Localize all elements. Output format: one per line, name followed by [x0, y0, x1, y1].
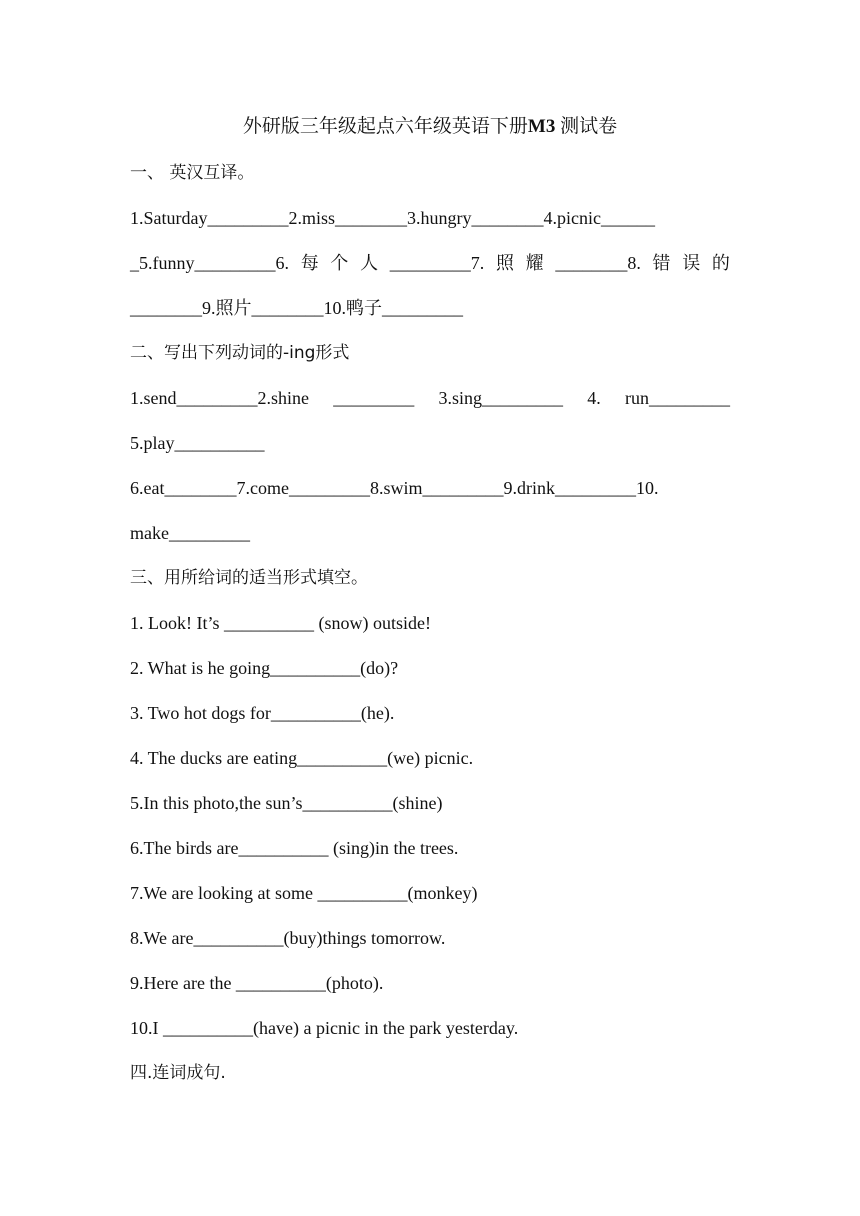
s2-l1-part: 1.send_________2.shine [130, 388, 309, 408]
section-3-item: 2. What is he going__________(do)? [130, 658, 399, 678]
s1-l2-part: 个 [330, 253, 349, 273]
title-suffix: 测试卷 [560, 116, 618, 137]
section-3-item: 1. Look! It’s __________ (snow) outside! [130, 613, 431, 633]
section-3-item: 3. Two hot dogs for__________(he). [130, 703, 395, 723]
section-1-line-2 [130, 250, 730, 276]
section-3-heading: 三、用所给词的适当形式填空。 [130, 568, 368, 588]
s2-l1-part: 4. [587, 388, 601, 408]
s2-l1-part: 3.sing_________ [438, 388, 563, 408]
section-2-line-1 [130, 385, 730, 411]
section-2-heading: 二、写出下列动词的-ing形式 [130, 343, 350, 363]
section-3-item: 7.We are looking at some __________(monkey) [130, 883, 478, 903]
section-3-item: 9.Here are the __________(photo). [130, 973, 384, 993]
s2-l1-part: _________ [333, 388, 415, 408]
s1-l2-part: 人 [360, 253, 379, 273]
section-4-heading: 四.连词成句. [130, 1063, 226, 1083]
section-1-heading: 一、 英汉互译。 [130, 163, 255, 183]
s1-l2-part: _________7. [389, 253, 485, 273]
s1-l2-part: ________8. [555, 253, 641, 273]
section-3-item: 10.I __________(have) a picnic in the park yesterday. [130, 1018, 519, 1038]
title-prefix: 外研版三年级起点六年级英语下册 [242, 116, 528, 137]
section-3-item: 6.The birds are__________ (sing)in the trees. [130, 838, 459, 858]
s1-l2-part: 照 [495, 253, 514, 273]
section-3-item: 4. The ducks are eating__________(we) picnic. [130, 748, 474, 768]
section-2-line-3: 6.eat________7.come_________8.swim_________9.drink_________10. [130, 478, 659, 498]
s1-l2-part: 的 [711, 253, 730, 273]
section-2-line-2: 5.play__________ [130, 433, 265, 453]
s2-l1-part: run_________ [624, 388, 730, 408]
s1-l2-part: 误 [682, 253, 701, 273]
s1-l2-part: 每 [300, 253, 319, 273]
section-2-line-4: make_________ [130, 523, 250, 543]
section-1-line-3: ________9.照片________10.鸭子_________ [130, 298, 463, 318]
section-3-item: 5.In this photo,the sun’s__________(shine) [130, 793, 443, 813]
section-1-line-1: 1.Saturday_________2.miss________3.hungry________4.picnic______ [130, 208, 655, 228]
s1-l2-part: 耀 [525, 253, 544, 273]
page-title [130, 114, 730, 140]
title-module: M3 [527, 116, 556, 137]
s1-l2-part: 错 [652, 253, 671, 273]
s1-l2-part: _5.funny_________6. [130, 253, 289, 273]
section-3-item: 8.We are__________(buy)things tomorrow. [130, 928, 446, 948]
